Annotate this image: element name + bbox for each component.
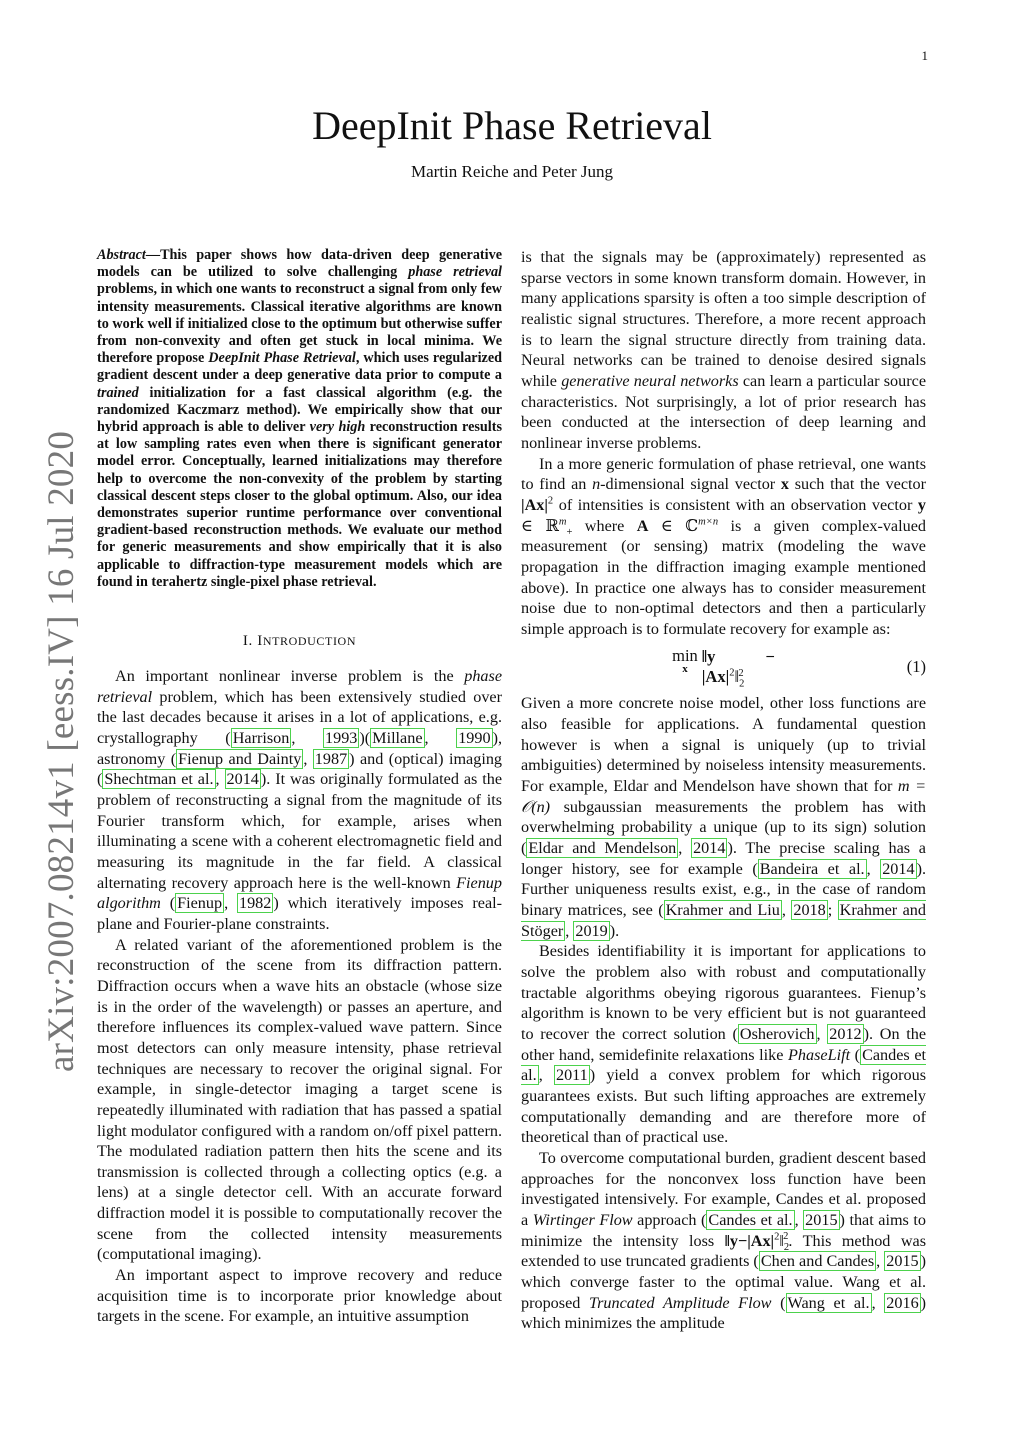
paragraph — [521, 693, 926, 941]
abstract-text: , which uses regularized gradient descent under a deep generative data prior to compute a — [97, 350, 503, 384]
text: ), astronomy ( — [97, 729, 503, 768]
math: + — [566, 526, 573, 538]
text: , — [866, 859, 881, 878]
citation-link[interactable]: Osherovich — [739, 1024, 815, 1043]
arxiv-identifier[interactable]: arXiv:2007.08214v1 [eess.IV] 16 Jul 2020 — [41, 430, 82, 1072]
math: A — [636, 516, 649, 535]
text: , — [871, 1293, 885, 1312]
text: ) and (optical) imaging ( — [97, 749, 503, 789]
section-title-rest: NTRODUCTION — [262, 634, 357, 649]
sup: 2 — [738, 667, 744, 679]
sub: 2 — [739, 678, 745, 690]
math: ∈ ℂ — [648, 516, 699, 535]
math: 2 — [547, 495, 554, 507]
abstract-text: This paper shows how data-driven deep generative models can be utilized to solve challenging — [97, 247, 502, 281]
text: is a given complex-valued measurement (or sensing) matrix (modeling the wave propagation in the diffraction imaging example mentioned above). In practice one always has to consider measurement noise due to non-optimal detectors and then a particularly simple approach is to formulate recovery for example as: — [521, 516, 926, 638]
text: ( — [160, 894, 176, 913]
text: ). Further uniqueness results exist, e.g., in the case of random binary matrices, see ( — [521, 859, 926, 920]
right-column — [521, 247, 926, 1334]
text: ) which minimizes the amplitude — [521, 1293, 927, 1333]
citation-link[interactable]: 2018 — [793, 901, 826, 920]
math: y — [917, 495, 926, 514]
equation-expression — [701, 647, 775, 690]
math: m×n — [698, 516, 719, 528]
emph: Truncated Amplitude Flow — [589, 1293, 772, 1312]
citation-link[interactable]: Candes et al. — [521, 1045, 927, 1085]
left-column — [97, 247, 502, 1327]
text: , — [678, 839, 692, 858]
abstract-emph: phase retrieval — [408, 264, 503, 281]
abstract-emph: DeepInit Phase Retrieval — [208, 350, 356, 367]
emph: PhaseLift — [788, 1045, 851, 1064]
math: n — [592, 475, 601, 494]
citation-link[interactable]: 2014 — [693, 839, 726, 858]
text: ) yield a convex problem for which rigorous guarantees exists. But such lifting approaches are extremely computationally demanding and are therefore more of theoretical than of practical use. — [521, 1066, 927, 1147]
text: ( — [850, 1045, 861, 1064]
abstract-text: problems, in which one wants to reconstruct a signal from only few intensity measurements. Classical iterative algorithms are known to work well if initialized close to the optimum but otherwise suffer from non-convexity and often get stuck in local minima. We therefore propose — [97, 281, 502, 367]
citation-link[interactable]: Wang et al. — [787, 1293, 870, 1312]
section-title-initial: I — [257, 633, 263, 650]
math: 2 — [774, 1231, 780, 1243]
expr: ‖y − |Ax| — [701, 647, 775, 687]
text: ). The precise scaling has a longer history, see for example ( — [521, 839, 926, 878]
citation-link[interactable]: Candes et al. — [708, 1210, 793, 1229]
math: 2 — [783, 1231, 789, 1243]
citation-link[interactable]: Fienup — [177, 894, 223, 913]
text: , — [224, 894, 237, 913]
citation-link[interactable]: Fienup and Dainty — [178, 749, 302, 768]
citation-link[interactable]: Krahmer and Stöger — [521, 901, 926, 940]
text: An important nonlinear inverse problem is the — [115, 667, 465, 686]
paragraph — [521, 247, 926, 454]
text: -dimensional signal vector — [600, 475, 781, 494]
citation-link[interactable]: 2016 — [886, 1293, 919, 1312]
text: such that the vector — [789, 475, 926, 494]
text: To overcome computational burden, gradient descent based approaches for the nonconvex loss function have been investigated intensively. For example, Candes et al. proposed a — [521, 1148, 926, 1229]
text: ) which iteratively imposes real-plane and Fourier-plane constraints. — [97, 894, 503, 933]
text: ( — [771, 1293, 786, 1312]
emph: Fienup algorithm — [97, 873, 502, 913]
text: subgaussian measurements the problem has with overwhelming probability a unique (up to its sign) solution ( — [521, 797, 926, 858]
text: ). On the other hand, semidefinite relaxations like — [521, 1024, 927, 1064]
citation-link[interactable]: 2015 — [886, 1252, 919, 1271]
text: , — [291, 729, 324, 748]
text: ). It was originally formulated as the problem of reconstructing a signal from the magnitude of its Fourier transform which, for example, arises when illuminating a scene with a coherent electromagnetic field and measuring its magnitude in the far field. A classical alternating recovery approach here is the well-known — [97, 770, 503, 892]
text: ). — [609, 921, 620, 940]
text: of intensities is consistent with an observation vector — [553, 495, 918, 514]
emph: Wirtinger Flow — [532, 1210, 633, 1229]
text: , — [794, 1210, 804, 1229]
citation-link[interactable]: Shechtman et al. — [104, 770, 214, 789]
text: Given a more concrete noise model, other loss functions are also feasible for applications. A fundamental question however is when a signal is uniquely (up to trivial ambiguities) determined by noiseless intensity measurements. For example, Eldar and Mendelson have shown that for — [521, 694, 926, 796]
text: ) which converge faster to the optimal value. Wang et al. proposed — [521, 1252, 927, 1312]
abstract-emph: very high — [309, 419, 366, 436]
text: , — [538, 1066, 554, 1085]
math: ‖y−|Ax| — [724, 1231, 775, 1250]
abstract-text: initialization for a fast classical algorithm (e.g. the randomized Kaczmarz method). We empirically show that our hybrid approach is able to deliver — [97, 384, 502, 436]
equation-1 — [521, 645, 926, 689]
math: 2 — [783, 1241, 790, 1253]
section-heading-introduction — [97, 633, 502, 650]
text: , — [781, 901, 792, 920]
text: In a more generic formulation of phase retrieval, one wants to find an — [521, 454, 926, 494]
text: problem, which has been extensively studied over the last decades because it arises in a lot of applications, e.g. crystallography ( — [97, 687, 502, 748]
citation-link[interactable]: 2014 — [882, 859, 915, 878]
text: ; — [827, 901, 838, 920]
text: . This method was extended to use truncated gradients ( — [521, 1231, 927, 1271]
citation-link[interactable]: 2011 — [555, 1066, 588, 1085]
text: , — [816, 1024, 828, 1043]
abstract-emph: trained — [97, 384, 139, 401]
math: m = 𝒪(n) — [521, 777, 927, 816]
citation-link[interactable]: 1982 — [238, 894, 272, 913]
section-number: I. — [242, 633, 253, 650]
text: , — [876, 1252, 885, 1271]
math: x — [780, 475, 789, 494]
citation-link[interactable]: Millane — [372, 729, 423, 748]
citation-link[interactable]: 2019 — [575, 921, 608, 940]
text: , — [565, 921, 574, 940]
text: can learn a particular source characteristics. Not surprisingly, a lot of prior research has been conducted at the intersection of deep learning and nonlinear inverse problems. — [521, 371, 927, 452]
emph: phase retrieval — [97, 667, 502, 706]
math: |Ax| — [521, 495, 548, 514]
text: is that the signals may be (approximately) represented as sparse vectors in some known transform domain. However, in many applications sparsity is often a too simple description of realistic signal structures. Therefore, a more recent approach is to learn the signal structure directly from training data. Neural networks can be trained to denoise desired signals while — [521, 248, 926, 390]
paragraph: An important aspect to improve recovery and reduce acquisition time is to incorporate prior knowledge about targets in the scene. For example, an intuitive assumption — [97, 1266, 502, 1326]
citation-link[interactable]: Krahmer and Liu — [665, 901, 780, 920]
equation-min — [672, 647, 698, 674]
citation-link[interactable]: Bandeira et al. — [759, 859, 865, 878]
text: ) that aims to minimize the intensity loss — [521, 1210, 926, 1250]
text: approach ( — [632, 1210, 707, 1229]
norm-close: ‖ — [734, 667, 740, 687]
text: where — [572, 516, 637, 535]
text: )( — [359, 729, 371, 748]
sup: 2 — [729, 667, 735, 679]
text: , — [424, 729, 457, 748]
min-operator: min — [672, 646, 698, 666]
paper-authors: Martin Reiche and Peter Jung — [410, 162, 614, 181]
citation-link[interactable]: 1987 — [314, 749, 348, 768]
citation-link[interactable]: Eldar and Mendelson — [528, 839, 677, 858]
paragraph — [521, 941, 926, 1148]
citation-link[interactable]: Chen and Candes — [760, 1252, 875, 1271]
citation-link[interactable]: 1993 — [325, 729, 358, 748]
abstract-label: Abstract — [97, 247, 146, 263]
text: Besides identifiability it is important for applications to solve the problem also with robust and computationally tractable algorithms obeying rigorous guarantees. Fienup’s algorithm is known to be very efficient but is not guaranteed to recover the correct solution ( — [521, 942, 926, 1043]
abstract-text: reconstruction results at low sampling rates even when there is significant generator model error. Conceptually, learned initializations may therefore help to overcome the non-convexity of the problem by starting classical descent steps closer to the global optimum. Also, our idea demonstrates superior runtime performance over conventional gradient-based reconstruction methods. We evaluate our method for generic measurements and show empirically that it is also applicable to diffraction-type measurement models which are found in terahertz single-pixel phase retrieval. — [97, 419, 502, 590]
text: , — [215, 770, 225, 789]
abstract-dash: — — [145, 247, 161, 263]
citation-link[interactable]: 2014 — [226, 770, 259, 789]
citation-link[interactable]: 2015 — [805, 1210, 838, 1229]
paragraph: A related variant of the aforementioned problem is the reconstruction of the scene from its diffraction pattern. Diffraction occurs when a wave hits an obstacle (whose size is in the order of the wavelength) or passes an aperture, and therefore influences its complex-valued wave pattern. Since most detectors can only measure intensity, phase retrieval techniques are necessary to recover the original signal. For example, in single-detector imaging a target scene is repeatedly illuminated with radiation that has passed a spatial light modulator configured with a random on/off pixel pattern. The modulated radiation pattern then hits the scene and its transmission is collected through a collecting optics (e.g. a lens) at a single detector cell. With an accurate forward diffraction model it is possible to computationally recover the scene from the collected intensity measurements (computational imaging). — [97, 935, 502, 1264]
citation-link[interactable]: 1990 — [458, 729, 491, 748]
math: m — [558, 516, 567, 528]
equation-number: (1) — [906, 657, 926, 677]
paragraph — [97, 666, 502, 935]
abstract — [97, 247, 502, 591]
min-subscript: x — [682, 663, 688, 676]
citation-link[interactable]: 2012 — [829, 1024, 862, 1043]
math: ∈ ℝ — [521, 516, 559, 535]
emph: generative neural networks — [561, 371, 739, 390]
citation-link[interactable]: Harrison — [232, 729, 290, 748]
math: ‖ — [779, 1231, 784, 1250]
page-number: 1 — [921, 48, 928, 63]
paragraph — [521, 454, 926, 640]
text: , — [303, 749, 313, 768]
paper-title: DeepInit Phase Retrieval — [312, 103, 712, 148]
paragraph — [521, 1148, 926, 1334]
equation-body — [672, 646, 775, 690]
